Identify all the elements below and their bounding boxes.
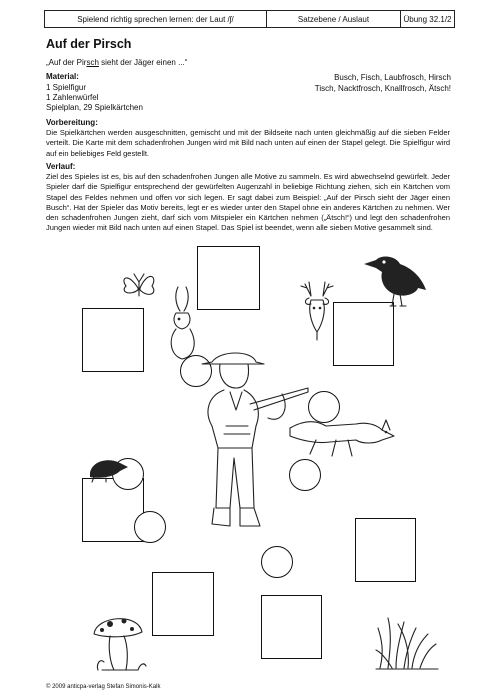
word-list-line-1: Busch, Fisch, Laubfrosch, Hirsch [334, 73, 451, 82]
card-field-lower-right[interactable] [355, 518, 416, 582]
preparation-text: Die Spielkärtchen werden ausgeschnitten, gemischt und mit der Bildseite nach unten gleichmäßig auf die sieben Felder verteilt. Die Karte mit dem schadenfrohen Jungen wird mit Bild nach unten auf einen der Stapel gelegt. Die Spielfigur wird auf ein beliebiges Feld gestellt. [46, 128, 450, 158]
procedure-heading: Verlauf: [46, 162, 76, 171]
header-topic: Satzebene / Auslaut [267, 11, 401, 27]
fox-icon [286, 400, 396, 460]
raven-icon [360, 250, 430, 310]
material-heading: Material: [46, 72, 79, 81]
game-phrase: „Auf der Pirsch sieht der Jäger einen ...“ [46, 58, 188, 67]
card-field-bottom-left[interactable] [152, 572, 214, 636]
mushroom-icon [88, 606, 148, 676]
card-field-top[interactable] [197, 246, 260, 310]
deer-icon [297, 278, 343, 342]
material-item: Spielplan, 29 Spielkärtchen [46, 103, 143, 112]
mole-icon [86, 455, 130, 483]
procedure-text: Ziel des Spieles ist es, bis auf den schadenfrohen Jungen alle Motive zu sammeln. Es wird abwechselnd gewürfelt. Jeder Spieler darf die Spielfigur entsprechend der gewürfelten Augenzahl in beliebige Richtung ziehen, sich ein Kärtchen vom Stapel des Feldes nehmen und offen vor sich legen. Er sagt dabei zum Beispiel: „Auf der Pirsch sieht der Jäger einen Busch“. Hat der Spieler das Motiv bereits, legt er es wieder unter den Stapel ohne ein anderes Kärtchen zu nehmen. Wer den schadenfrohen Jungen zieht, darf sich vom Mitspieler ein Kärtchen nehmen („Ätsch!“) und legt den schadenfrohen Jungen wieder mit Bild nach unten auf einen Stapel. Das Spiel ist beendet, wenn alle sieben Motive gesammelt sind. [46, 172, 450, 233]
material-item: 1 Spielfigur [46, 83, 87, 92]
card-field-bottom-right[interactable] [261, 595, 322, 659]
grass-icon [374, 612, 440, 670]
page-title: Auf der Pirsch [46, 37, 132, 51]
card-field-upper-left[interactable] [82, 308, 144, 372]
word-list-line-2: Tisch, Nacktfrosch, Knallfrosch, Ätsch! [314, 84, 451, 93]
butterfly-icon [118, 266, 162, 308]
material-item: 1 Zahlenwürfel [46, 93, 99, 102]
worksheet-header [44, 10, 455, 28]
header-series: Spielend richtig sprechen lernen: der Laut /ʃ/ [45, 11, 267, 27]
path-circle[interactable] [134, 511, 166, 543]
copyright-footer: © 2009 anticpa-verlag Stefan Simonis-Kalk [46, 684, 161, 690]
preparation-heading: Vorbereitung: [46, 118, 98, 127]
path-circle[interactable] [261, 546, 293, 578]
header-exercise: Übung 32.1/2 [403, 14, 452, 24]
